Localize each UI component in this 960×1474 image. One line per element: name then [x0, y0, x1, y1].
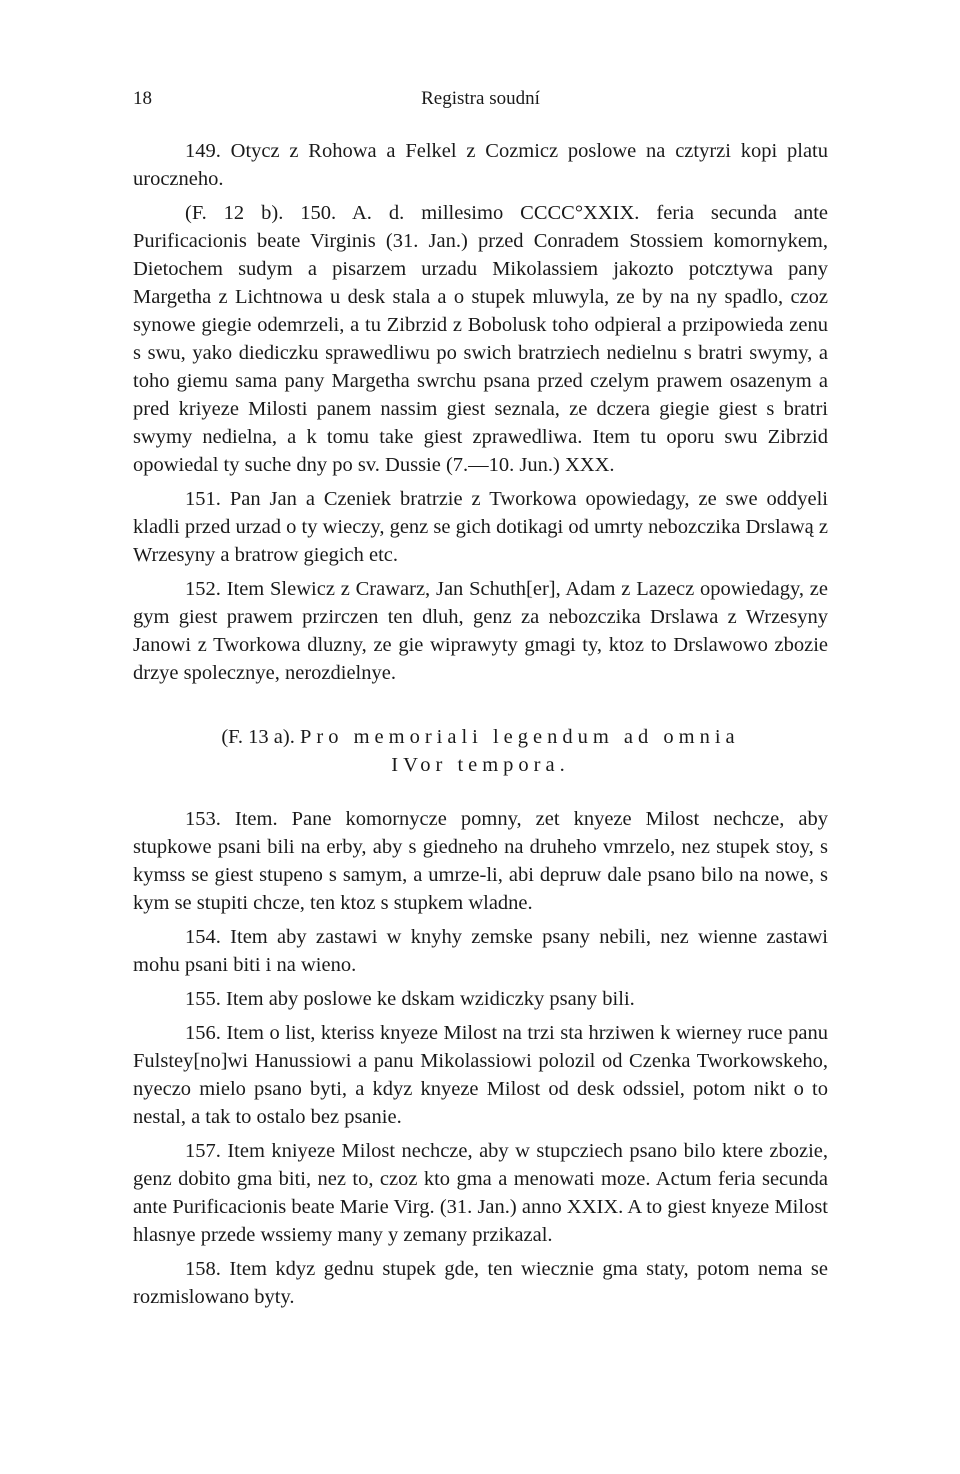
- heading-line-2: IVor tempora.: [391, 754, 570, 776]
- entry-153: 153. Item. Pane komornycze pomny, zet knyeze Milost nechcze, aby stupkowe psani bili na erby, aby s giedneho na druheho vmrzelo, nez stupek stoy, s kymss se giest stupeno s samym, a umrze-li, abi depruw dale psano bilo na nowe, s kym se stupiti chcze, ten ktoz s stupkem wladne.: [133, 808, 828, 914]
- page-number: 18: [133, 88, 152, 109]
- entry-149: 149. Otycz z Rohowa a Felkel z Cozmicz poslowe na cztyrzi kopi platu uroczneho.: [133, 140, 828, 190]
- entry-152: 152. Item Slewicz z Crawarz, Jan Schuth[er], Adam z Lazecz opowiedagy, ze gym giest prawem przirczen ten dluh, genz za nebozczika Drslawa z Wrzesyny Janowi z Tworkowa dluzny, ze gie wiprawyty gmagi ty, ktoz to Drslawowo zbozie drzye spolecznye, nerozdielnye.: [133, 578, 828, 684]
- heading-line-1: [133, 723, 828, 751]
- running-title: Registra soudní: [421, 88, 540, 109]
- entry-155: 155. Item aby poslowe ke dskam wzidiczky psany bili.: [185, 988, 635, 1010]
- section-heading: [133, 723, 828, 779]
- entry-156: 156. Item o list, kteriss knyeze Milost na trzi sta hrziwen k wierney ruce panu Fulstey[no]wi Hanussiowi a panu Mikolassiowi polozil od Czenka Tworkowskeho, nyeczo mielo psano byti, a kdyz knyeze Milost od desk odssiel, potom nikt o to nestal, a tak to ostalo bez psanie.: [133, 1022, 828, 1128]
- page-body: [133, 137, 828, 1317]
- entry-154: 154. Item aby zastawi w knyhy zemske psany nebili, nez wienne zastawi mohu psani biti i na wieno.: [133, 926, 828, 976]
- page-header: [133, 84, 828, 114]
- entry-151: 151. Pan Jan a Czeniek bratrzie z Tworkowa opowiedagy, ze swe oddyeli kladli przed urzad o ty wieczy, genz se gich dotikagi od umrty nebozczika Drslawą z Wrzesyny a bratrow giegich etc.: [133, 488, 828, 566]
- heading-title: Pro memoriali legendum ad omnia: [299, 726, 740, 748]
- folio-reference: (F. 13 a).: [221, 726, 295, 748]
- entry-157: 157. Item kniyeze Milost nechcze, aby w stupcziech psano bilo ktere zbozie, genz dobito gma biti, nez to, czoz kto gma a menowati moze. Actum feria secunda ante Purificacionis beate Marie Virg. (31. Jan.) anno XXIX. A to giest knyeze Milost hlasnye przede wssiemy many y zemany przikazal.: [133, 1140, 828, 1246]
- entry-150: (F. 12 b). 150. A. d. millesimo CCCC°XXIX. feria secunda ante Purificacionis beate Virginis (31. Jan.) przed Conradem Stossiem komornykem, Dietochem sudym a pisarzem urzadu Mikolassiem jakozto potcztywa pany Margetha z Lichtnowa u desk stala a o stupek mluwyla, ze by na ny spadlo, czoz synowe giegie odemrzeli, a tu Zibrzid z Bobolusk toho odpieral a przipowieda zenu s swu, yako diediczku sprawedliwu po swich bratrziech nedielnu s bratri swymy, a toho giemu sama pany Margetha swrchu psana przed czelym prawem osazenym a pred kriyeze Milosti panem nassim giest seznala, ze dczera giegie giest s bratri swymy nedielna, a k tomu take giest zprawedliwa. Item tu oporu swu Zibrzid opowiedal ty suche dny po sv. Dussie (7.—10. Jun.) XXX.: [133, 202, 828, 476]
- entry-158: 158. Item kdyz gednu stupek gde, ten wiecznie gma staty, potom nema se rozmislowano byty.: [133, 1258, 828, 1308]
